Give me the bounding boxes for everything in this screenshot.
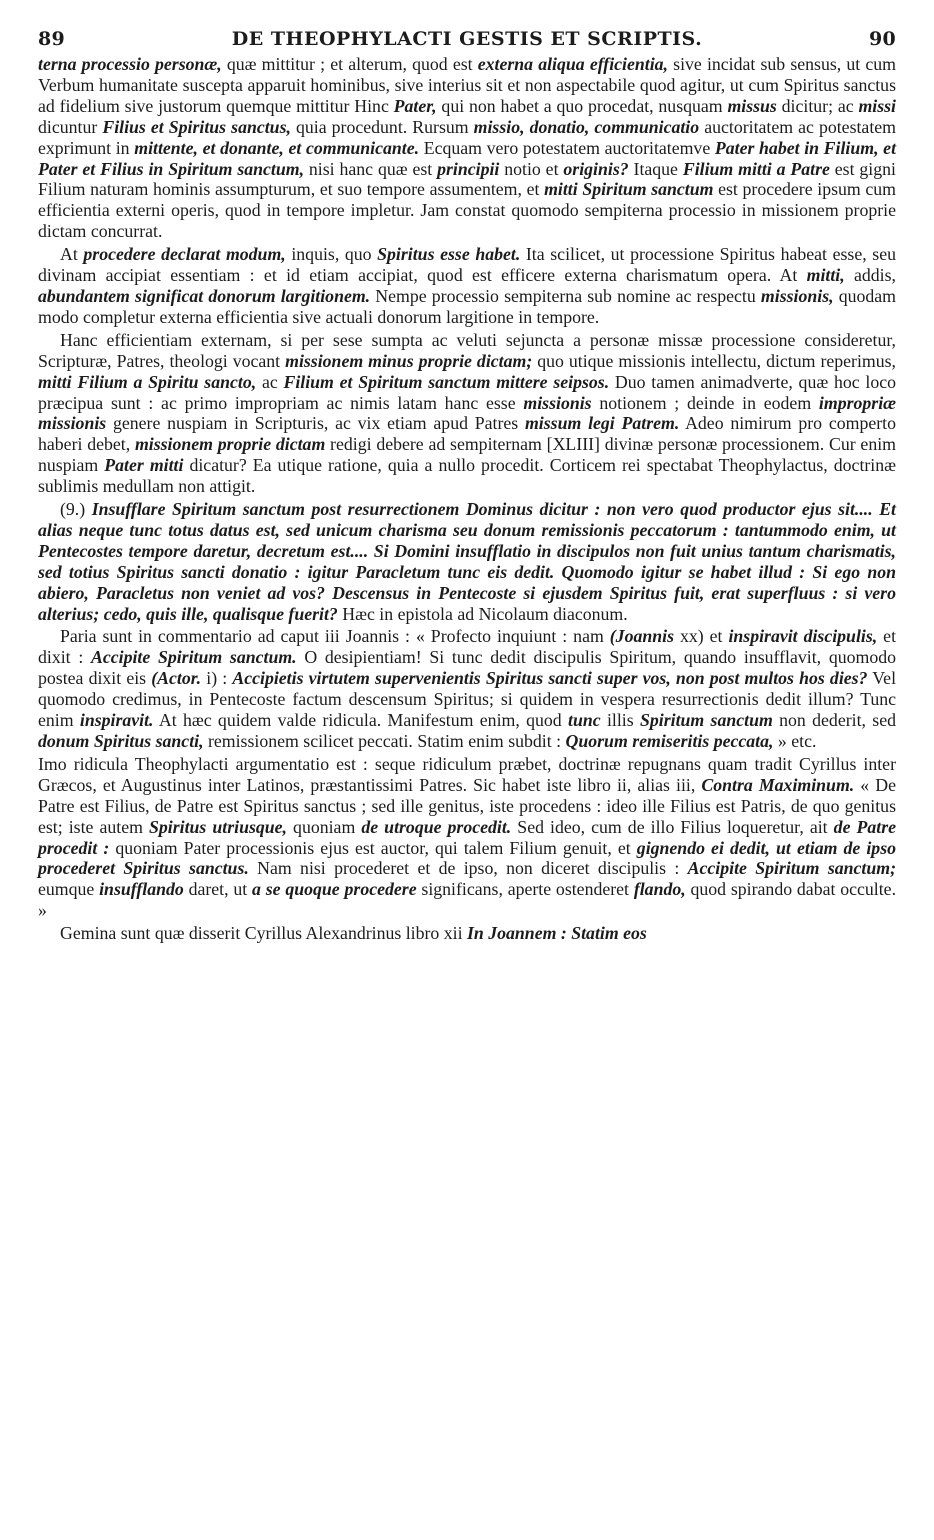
italic-run: mitti Filium a Spiritu sancto,: [38, 371, 257, 392]
text-run: (9.): [60, 499, 92, 520]
text-run: non dederit, sed: [772, 710, 896, 731]
text-run: xx) et: [674, 626, 729, 647]
text-run: quodam modo completur externa efficientia sive actuali donorum largitione in tempore.: [38, 285, 896, 327]
italic-run: Spiritum sanctum: [639, 710, 773, 731]
text-run: notionem ; deinde in eodem: [591, 392, 819, 413]
italic-run: missum legi Patrem.: [524, 413, 680, 434]
text-run: est gigni Filium naturam hominis assumpturum, et suo tempore assumentem, et: [38, 158, 896, 200]
text-run: Paria sunt in commentario ad caput iii Joannis : « Profecto inquiunt : nam: [60, 626, 610, 647]
text-run: Hanc efficientiam externam, si per sese sumpta ac veluti sejuncta a personæ missæ processione consideretur, Scripturæ, Patres, theologi vocant: [38, 329, 896, 371]
page-number-right: 90: [868, 28, 896, 50]
paragraph: [38, 330, 896, 497]
text-run: quod spirando dabat occulte. »: [38, 879, 897, 921]
text-run: Duo tamen animadverte, quæ hoc loco præcipua sunt : ac primo impropriam ac nimis latam hanc esse: [38, 371, 896, 413]
text-run: Nam nisi procederet et de ipso, non diceret discipulis :: [248, 858, 688, 879]
italic-run: In Joannem : Statim eos: [466, 923, 647, 944]
italic-run: (Joannis: [609, 626, 674, 647]
text-run: quo utique missionis intellectu, dictum reperimus,: [532, 350, 897, 371]
text-run: quæ mittitur ; et alterum, quod est: [221, 54, 478, 74]
italic-run: externa aliqua efficientia,: [477, 54, 668, 74]
italic-run: mittente, et donante, et communicante.: [134, 137, 420, 158]
text-run: significans, aperte ostenderet: [416, 879, 634, 900]
italic-run: Contra Maximinum.: [701, 774, 855, 795]
italic-run: missionis: [523, 392, 592, 413]
italic-run: abundantem significat donorum largitionem.: [38, 285, 371, 306]
italic-run: Spiritus utriusque,: [149, 816, 287, 837]
italic-run: procedere declarat modum,: [83, 244, 286, 265]
text-run: Itaque: [628, 158, 683, 179]
italic-run: Spiritus esse habet.: [377, 244, 521, 265]
italic-run: Pater mitti: [104, 455, 184, 476]
italic-run: terna processio personæ,: [38, 54, 222, 74]
italic-run: insufflando: [99, 879, 184, 900]
text-run: Gemina sunt quæ disserit Cyrillus Alexandrinus libro xii: [60, 923, 467, 944]
italic-run: missi: [858, 95, 896, 116]
text-run: Ita scilicet, ut processione Spiritus habeat esse, seu divinam accipiat essentiam : et id etiam accipiat, quod est efficere externa charismatum opera. At: [38, 244, 896, 286]
text-run: Imo ridicula Theophylacti argumentatio est : seque ridiculum præbet, doctrinæ repugnans quam tradit Cyrillus inter Græcos, et Augustinus inter Latinos, præstantissimi Patres. Sic habet iste libro ii, alias iii,: [38, 753, 896, 795]
italic-run: missionem minus proprie dictam;: [285, 350, 533, 371]
text-run: Vel quomodo credimus, in Pentecoste factum descensum Spiritus; si quidem in vespera resurrectionis dedit illum? Tunc enim: [38, 668, 897, 731]
italic-run: Insufflare Spiritum sanctum post resurrectionem Dominus dicitur : non vero quod productor ejus sit.... Et alias neque tunc totus datus est, sed unicum charisma seu donum remissionis peccatorum : tantummodo enim, ut Pentecostes tempore daretur, decretum est.... Si Domini insufflatio in discipulos non fuit unius tantum charismatis, sed totius Spiritus sancti donatio : igitur Paracletum tunc eis dedit. Quomodo igitur se habet illud : Si ego non abiero, Paracletus non veniet ad vos? Descensus in Pentecoste si ejusdem Spiritus fuit, erat superfluus : si vero alterius; cedo, quis ille, qualisque fuerit?: [38, 499, 896, 624]
page-title: DE THEOPHYLACTI GESTIS ET SCRIPTIS.: [231, 28, 703, 50]
text-run: quoniam Pater processionis ejus est auctor, qui talem Filium genuit, et: [109, 837, 637, 858]
italic-run: Pater habet in Filium, et Pater et Filius in Spiritum sanctum,: [38, 137, 897, 179]
text-run: dicuntur: [38, 116, 103, 137]
body-text: [38, 54, 896, 944]
italic-run: originis?: [563, 158, 629, 179]
italic-run: inspiravit discipulis,: [728, 626, 878, 647]
italic-run: donum Spiritus sancti,: [38, 731, 204, 751]
italic-run: de utroque procedit.: [361, 816, 512, 837]
text-run: qui non habet a quo procedat, nusquam: [436, 95, 728, 116]
italic-run: Filium mitti a Patre: [682, 158, 830, 179]
italic-run: Accipite Spiritum sanctum;: [687, 858, 896, 879]
italic-run: de Patre procedit :: [38, 816, 897, 858]
text-run: Adeo nimirum pro comperto haberi debet,: [38, 413, 896, 455]
italic-run: mitti Spiritum sanctum: [544, 179, 714, 200]
text-run: et dixit :: [38, 626, 897, 668]
text-run: auctoritatem ac potestatem exprimunt in: [38, 116, 896, 158]
text-run: dicatur? Ea utique ratione, quia a nullo procedit. Corticem rei spectabat Theophylactus, doctrinæ sublimis medullam non attigit.: [38, 455, 896, 497]
text-run: remissionem scilicet peccati. Statim enim subdit :: [203, 731, 566, 751]
text-run: At: [60, 244, 84, 265]
italic-run: mitti,: [806, 265, 845, 286]
text-run: » etc.: [773, 731, 817, 751]
italic-run: Accipite Spiritum sanctum.: [90, 647, 297, 668]
paragraph: [38, 923, 896, 944]
text-run: redigi debere ad sempiternam [XLIII] divinæ personæ processionem. Cur enim nuspiam: [38, 434, 896, 476]
text-run: illis: [600, 710, 640, 731]
italic-run: Pater,: [393, 95, 437, 116]
page-number-left: 89: [38, 28, 66, 50]
paragraph: [38, 244, 896, 328]
paragraph: [38, 754, 896, 921]
text-run: est procedere ipsum cum efficientia externi operis, quod in tempore impletur. Jam constat quomodo sempiterna processio in missionem proprie dictam concurrat.: [38, 179, 896, 242]
text-run: i) :: [201, 668, 233, 689]
italic-run: missus: [727, 95, 777, 116]
text-run: Hæc in epistola ad Nicolaum diaconum.: [337, 603, 628, 624]
text-run: daret, ut: [183, 879, 253, 900]
italic-run: gignendo ei dedit, ut etiam de ipso procederet Spiritus sanctus.: [38, 837, 897, 879]
text-run: eumque: [38, 879, 100, 900]
text-run: Ecquam vero potestatem auctoritatemve: [419, 137, 715, 158]
italic-run: (Actor.: [151, 668, 202, 689]
italic-run: Filius et Spiritus sanctus,: [102, 116, 291, 137]
text-run: genere nuspiam in Scripturis, ac vix etiam apud Patres: [106, 413, 525, 434]
italic-run: principii: [437, 158, 500, 179]
italic-run: missionem proprie dictam: [134, 434, 326, 455]
running-header: [38, 28, 896, 50]
paragraph: [38, 626, 896, 751]
text-run: « De Patre est Filius, de Patre est Spiritus sanctus ; sed ille genitus, iste procedens : ideo ille Filius est Patris, de quo genitus est; iste autem: [38, 774, 896, 837]
italic-run: tunc: [568, 710, 601, 731]
text-run: addis,: [844, 265, 896, 286]
text-run: O desipientiam! Si tunc dedit discipulis Spiritum, quando insufflavit, quomodo postea dixit eis: [38, 647, 896, 689]
text-run: quia procedunt. Rursum: [290, 116, 474, 137]
text-run: quoniam: [287, 816, 362, 837]
text-run: dicitur; ac: [776, 95, 859, 116]
paragraph: [38, 54, 896, 242]
text-run: sive incidat sub sensus, ut cum Verbum humanitate suscepta apparuit hominibus, sive interius sit et non aspectabile quod agitur, ut cum Spiritus sanctus ad fidelium sive justorum quemque mittitur Hinc: [38, 54, 896, 116]
text-run: Nempe processio sempiterna sub nomine ac respectu: [370, 285, 761, 306]
text-run: Sed ideo, cum de illo Filius loqueretur, ait: [511, 816, 834, 837]
italic-run: missio, donatio, communicatio: [473, 116, 700, 137]
text-run: At hæc quidem valde ridicula. Manifestum enim, quod: [153, 710, 569, 731]
italic-run: a se quoque procedere: [252, 879, 417, 900]
italic-run: inspiravit.: [79, 710, 154, 731]
italic-run: missionis,: [760, 285, 834, 306]
paragraph: [38, 499, 896, 624]
text-run: notio et: [499, 158, 564, 179]
text-run: inquis, quo: [285, 244, 378, 265]
italic-run: flando,: [633, 879, 686, 900]
italic-run: impropriæ missionis: [38, 392, 896, 434]
text-run: nisi hanc quæ est: [304, 158, 438, 179]
italic-run: Filium et Spiritum sanctum mittere seipsos.: [283, 371, 610, 392]
text-run: ac: [256, 371, 284, 392]
italic-run: Quorum remiseritis peccata,: [565, 731, 774, 751]
italic-run: Accipietis virtutem supervenientis Spiritus sancti super vos, non post multos hos dies?: [232, 668, 868, 689]
